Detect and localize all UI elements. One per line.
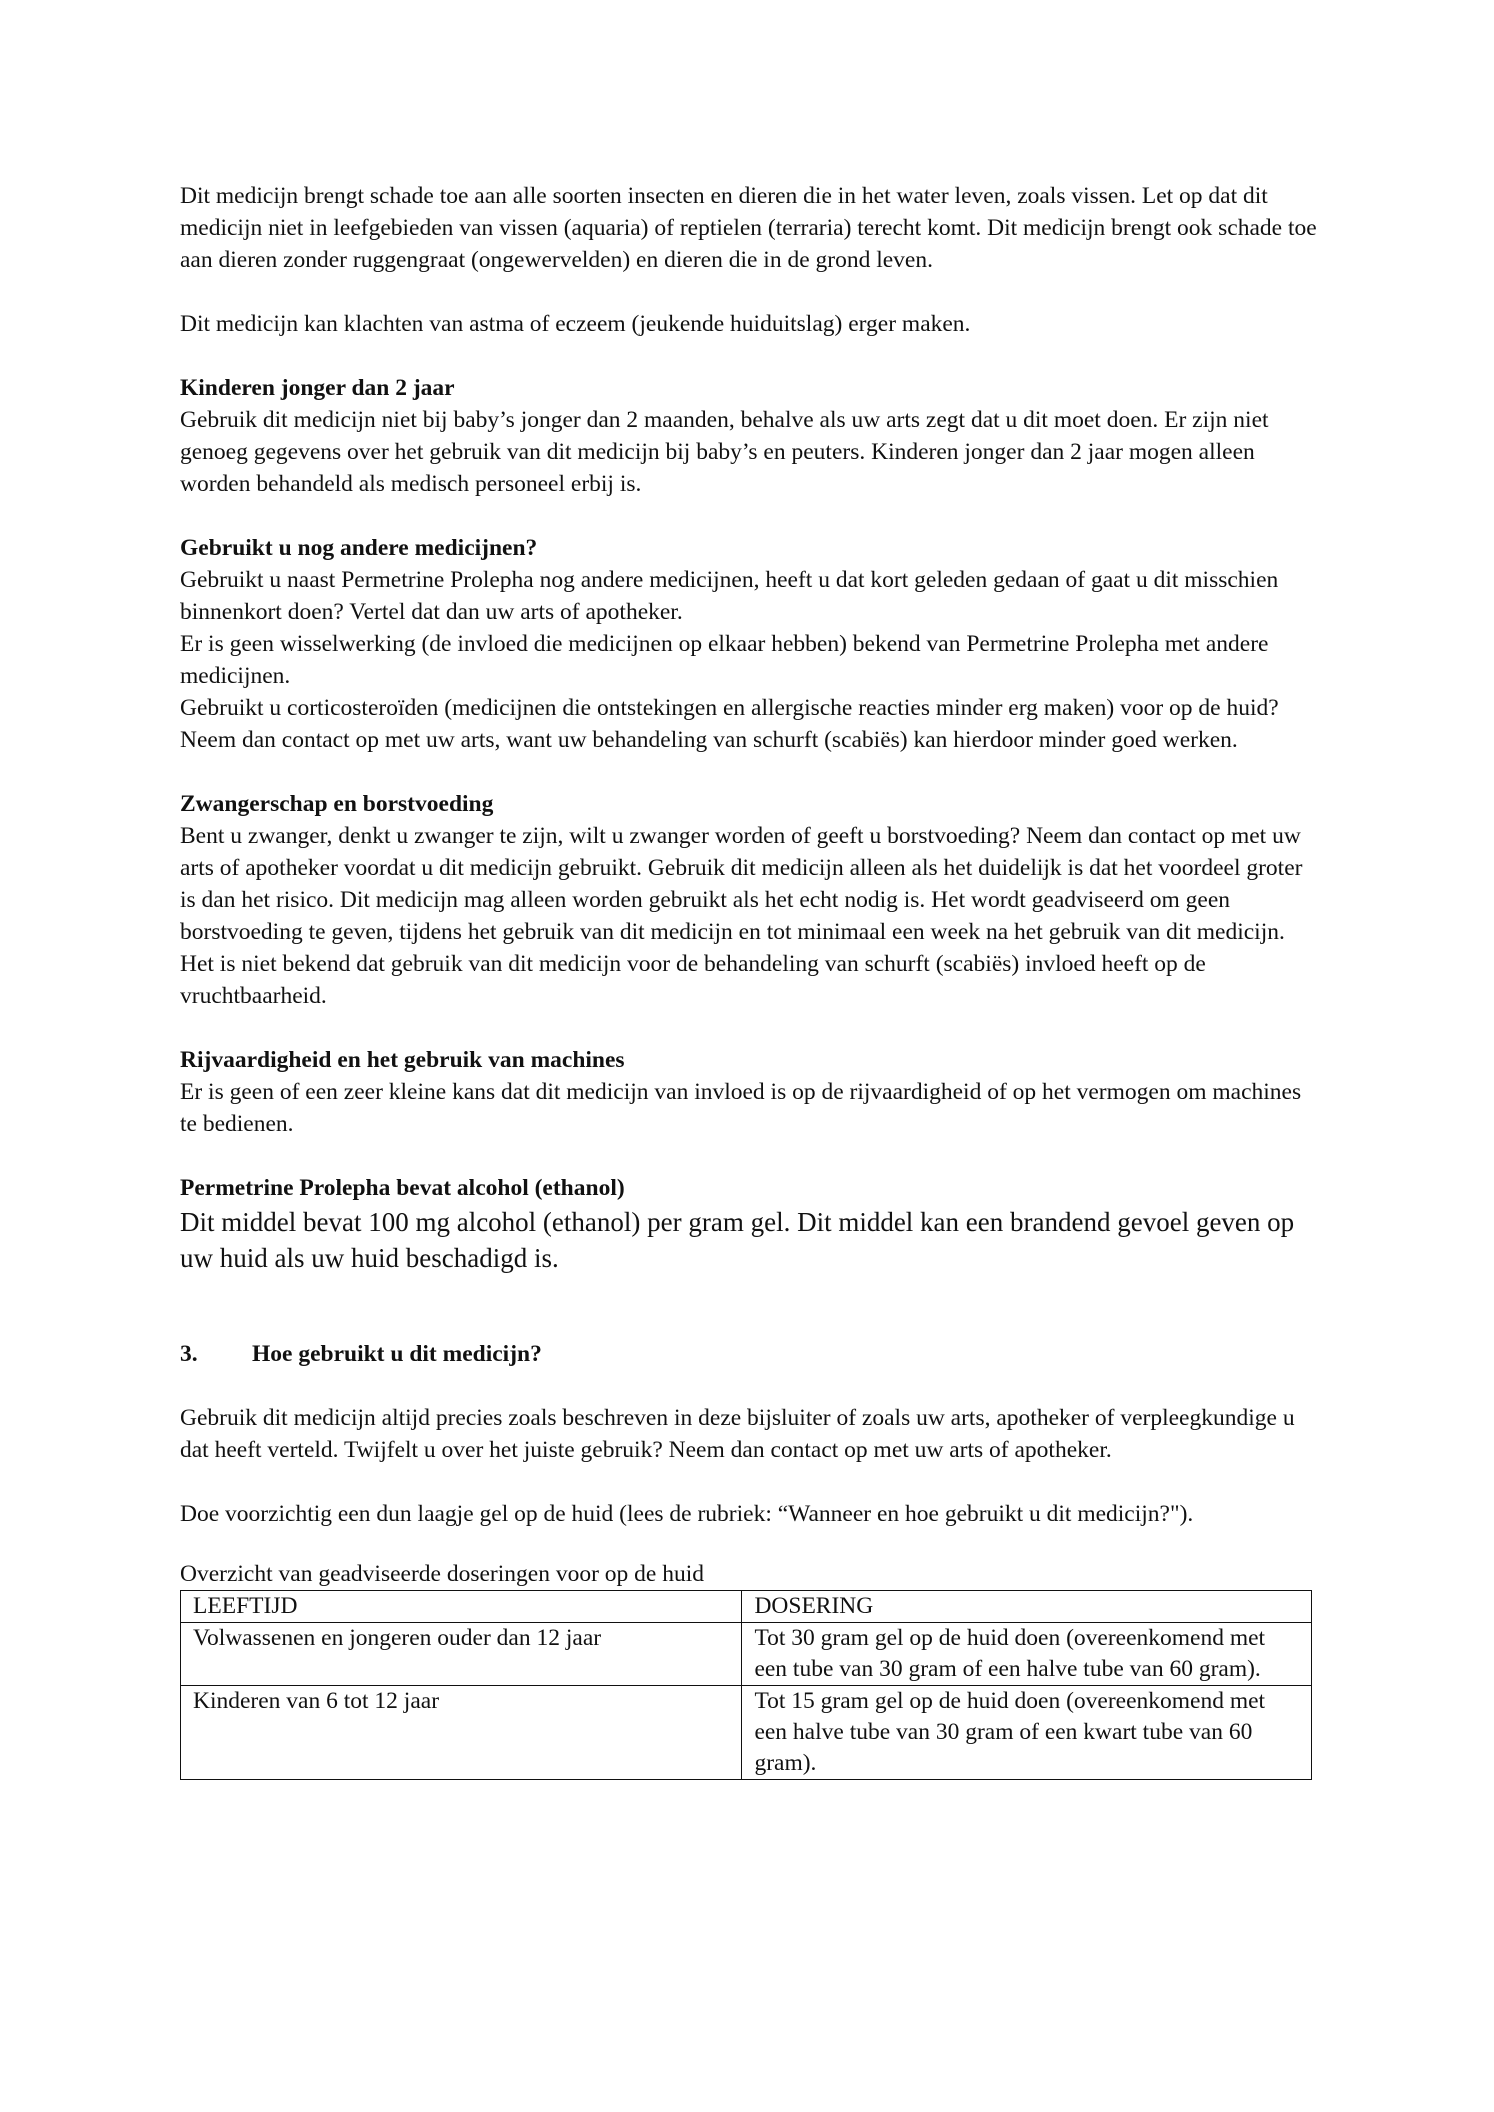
row-dose-cell: Tot 15 gram gel op de huid doen (overeenkomend met een halve tube van 30 gram of een kwart tube van 60 gram). [742, 1686, 1312, 1780]
table-row [181, 1686, 1312, 1780]
row-age-cell: Kinderen van 6 tot 12 jaar [181, 1686, 742, 1780]
table-caption: Overzicht van geadviseerde doseringen voor op de huid [180, 1561, 704, 1587]
table-header-row [181, 1591, 1312, 1623]
other-meds-heading: Gebruikt u nog andere medicijnen? [180, 535, 538, 561]
usage-instructions: Gebruik dit medicijn altijd precies zoals beschreven in deze bijsluiter of zoals uw arts, apotheker of verpleegkundige u dat heeft verteld. Twijfelt u over het juiste gebruik? Neem dan contact op met uw arts of apotheker. [180, 1405, 1295, 1463]
row-dose-cell: Tot 30 gram gel op de huid doen (overeenkomend met een tube van 30 gram of een halve tube van 60 gram). [742, 1623, 1312, 1686]
children-body: Gebruik dit medicijn niet bij baby’s jonger dan 2 maanden, behalve als uw arts zegt dat u dit moet doen. Er zijn niet genoeg gegevens over het gebruik van dit medicijn bij baby’s en peuters. Kinderen jonger dan 2 jaar mogen alleen worden behandeld als medisch personeel erbij is. [180, 407, 1269, 497]
header-dose: DOSERING [742, 1591, 1312, 1623]
water-animals-warning: Dit medicijn brengt schade toe aan alle soorten insecten en dieren die in het water leven, zoals vissen. Let op dat dit medicijn niet in leefgebieden van vissen (aquaria) of reptielen (terraria) terecht komt. Dit medicijn brengt ook schade toe aan dieren zonder ruggengraat (ongewervelden) en dieren die in de grond leven. [180, 183, 1317, 273]
driving-body: Er is geen of een zeer kleine kans dat dit medicijn van invloed is op de rijvaardigheid of op het vermogen om machines te bedienen. [180, 1079, 1302, 1137]
asthma-warning: Dit medicijn kan klachten van astma of eczeem (jeukende huiduitslag) erger maken. [180, 311, 971, 337]
alcohol-body: Dit middel bevat 100 mg alcohol (ethanol) per gram gel. Dit middel kan een brandend gevoel geven op uw huid als uw huid beschadigd is. [180, 1207, 1295, 1273]
other-meds-line3: Gebruikt u corticosteroïden (medicijnen die ontstekingen en allergische reacties minder erg maken) voor op de huid? Neem dan contact op met uw arts, want uw behandeling van schurft (scabiës) kan hierdoor minder goed werken. [180, 695, 1279, 753]
section-title: Hoe gebruikt u dit medicijn? [252, 1341, 542, 1367]
leaflet-page [180, 180, 1320, 1780]
pregnancy-body: Bent u zwanger, denkt u zwanger te zijn, wilt u zwanger worden of geeft u borstvoeding? Neem dan contact op met uw arts of apotheker voordat u dit medicijn gebruikt. Gebruik dit medicijn alleen als het duidelijk is dat het voordeel groter is dan het risico. Dit medicijn mag alleen worden gebruikt als het echt nodig is. Het wordt geadviseerd om geen borstvoeding te geven, tijdens het gebruik van dit medicijn en tot minimaal een week na het gebruik van dit medicijn. Het is niet bekend dat gebruik van dit medicijn voor de behandeling van schurft (scabiës) invloed heeft op de vruchtbaarheid. [180, 823, 1303, 1009]
pregnancy-heading: Zwangerschap en borstvoeding [180, 791, 494, 817]
section-number: 3. [180, 1341, 198, 1367]
header-age: LEEFTIJD [181, 1591, 742, 1623]
dosage-table [180, 1590, 1312, 1780]
section-3-heading [180, 1338, 1320, 1370]
other-meds-line1: Gebruikt u naast Permetrine Prolepha nog andere medicijnen, heeft u dat kort geleden gedaan of gaat u dit misschien binnenkort doen? Vertel dat dan uw arts of apotheker. [180, 567, 1279, 625]
alcohol-heading: Permetrine Prolepha bevat alcohol (ethanol) [180, 1175, 625, 1201]
other-meds-line2: Er is geen wisselwerking (de invloed die medicijnen op elkaar hebben) bekend van Permetrine Prolepha met andere medicijnen. [180, 631, 1269, 689]
table-row [181, 1623, 1312, 1686]
children-heading: Kinderen jonger dan 2 jaar [180, 375, 455, 401]
driving-heading: Rijvaardigheid en het gebruik van machines [180, 1047, 625, 1073]
row-age-cell: Volwassenen en jongeren ouder dan 12 jaar [181, 1623, 742, 1686]
application-instructions: Doe voorzichtig een dun laagje gel op de huid (lees de rubriek: “Wanneer en hoe gebruikt u dit medicijn?"). [180, 1501, 1194, 1527]
